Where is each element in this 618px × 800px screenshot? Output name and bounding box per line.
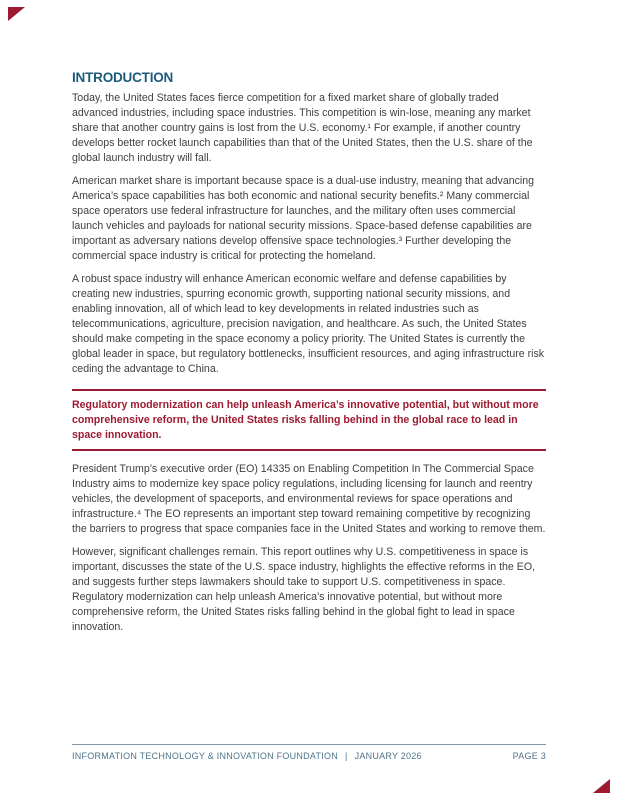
body-paragraph-4: President Trump’s executive order (EO) 14335 on Enabling Competition In The Commercial Space Industry aims to modernize key space policy regulations, including licensing for launch and reentry vehicles, the development of spaceports, and environmental reviews for space operations and infrastructure.⁴ The EO represents an important step toward remaining competitive by recognizing the barriers to progress that space companies face in the United States and working to remove them. [72,463,546,535]
footer-divider [72,744,546,745]
page-footer [72,744,546,761]
pull-quote-text: Regulatory modernization can help unleash America’s innovative potential, but without more comprehensive reform, the United States risks falling behind in the global race to lead in space innovation. [72,399,539,441]
intro-paragraph-1: Today, the United States faces fierce competition for a fixed market share of globally traded advanced industries, including space industries. This competition is win-lose, meaning any market share that another country gains is lost from the U.S. economy.¹ For example, if another country develops better rocket launch capabilities than that of the United States, then the U.S. share of the global launch industry will fall. [72,92,533,164]
footer-page-number: PAGE 3 [512,751,546,761]
intro-paragraph-2: American market share is important because space is a dual-use industry, meaning that advancing America’s space capabilities has both economic and national security benefits.² Many commercial space operators use federal infrastructure for launches, and the military often uses commercial launch vehicles and payloads for national security missions. Space-based defense capabilities are important as adversary nations develop offensive space technologies.³ Further developing the commercial space industry is critical for protecting the homeland. [72,175,535,262]
intro-paragraph-3: A robust space industry will enhance American economic welfare and defense capabilities by creating new industries, spurring economic growth, supporting national security missions, and enabling innovation, all of which lead to key developments in related industries such as telecommunications, agriculture, precision navigation, and healthcare. As such, the United States should make competing in the space economy a policy priority. The United States is currently the global leader in space, but regulatory bottlenecks, insufficient resources, and aging infrastructure risk ceding the advantage to China. [72,273,545,375]
footer-separator: | [345,751,348,761]
section-heading: INTRODUCTION [72,70,174,85]
corner-accent-top-left-icon [8,7,25,21]
body-paragraph-5: However, significant challenges remain. This report outlines why U.S. competitiveness in space is important, discusses the state of the U.S. space industry, highlights the effective reforms in the EO, and suggests further steps lawmakers should take to support U.S. competitiveness in space. Regulatory modernization can help unleash America’s innovative potential, but without more comprehensive reform, the United States risks falling behind in the global fight to lead in space innovation. [72,546,536,633]
pull-quote-block [72,389,546,451]
footer-date: JANUARY 2026 [354,751,422,761]
corner-accent-bottom-right-icon [593,779,610,793]
footer-org: INFORMATION TECHNOLOGY & INNOVATION FOUNDATION [72,751,339,761]
footer-left-text [72,751,422,761]
document-body [72,70,546,643]
